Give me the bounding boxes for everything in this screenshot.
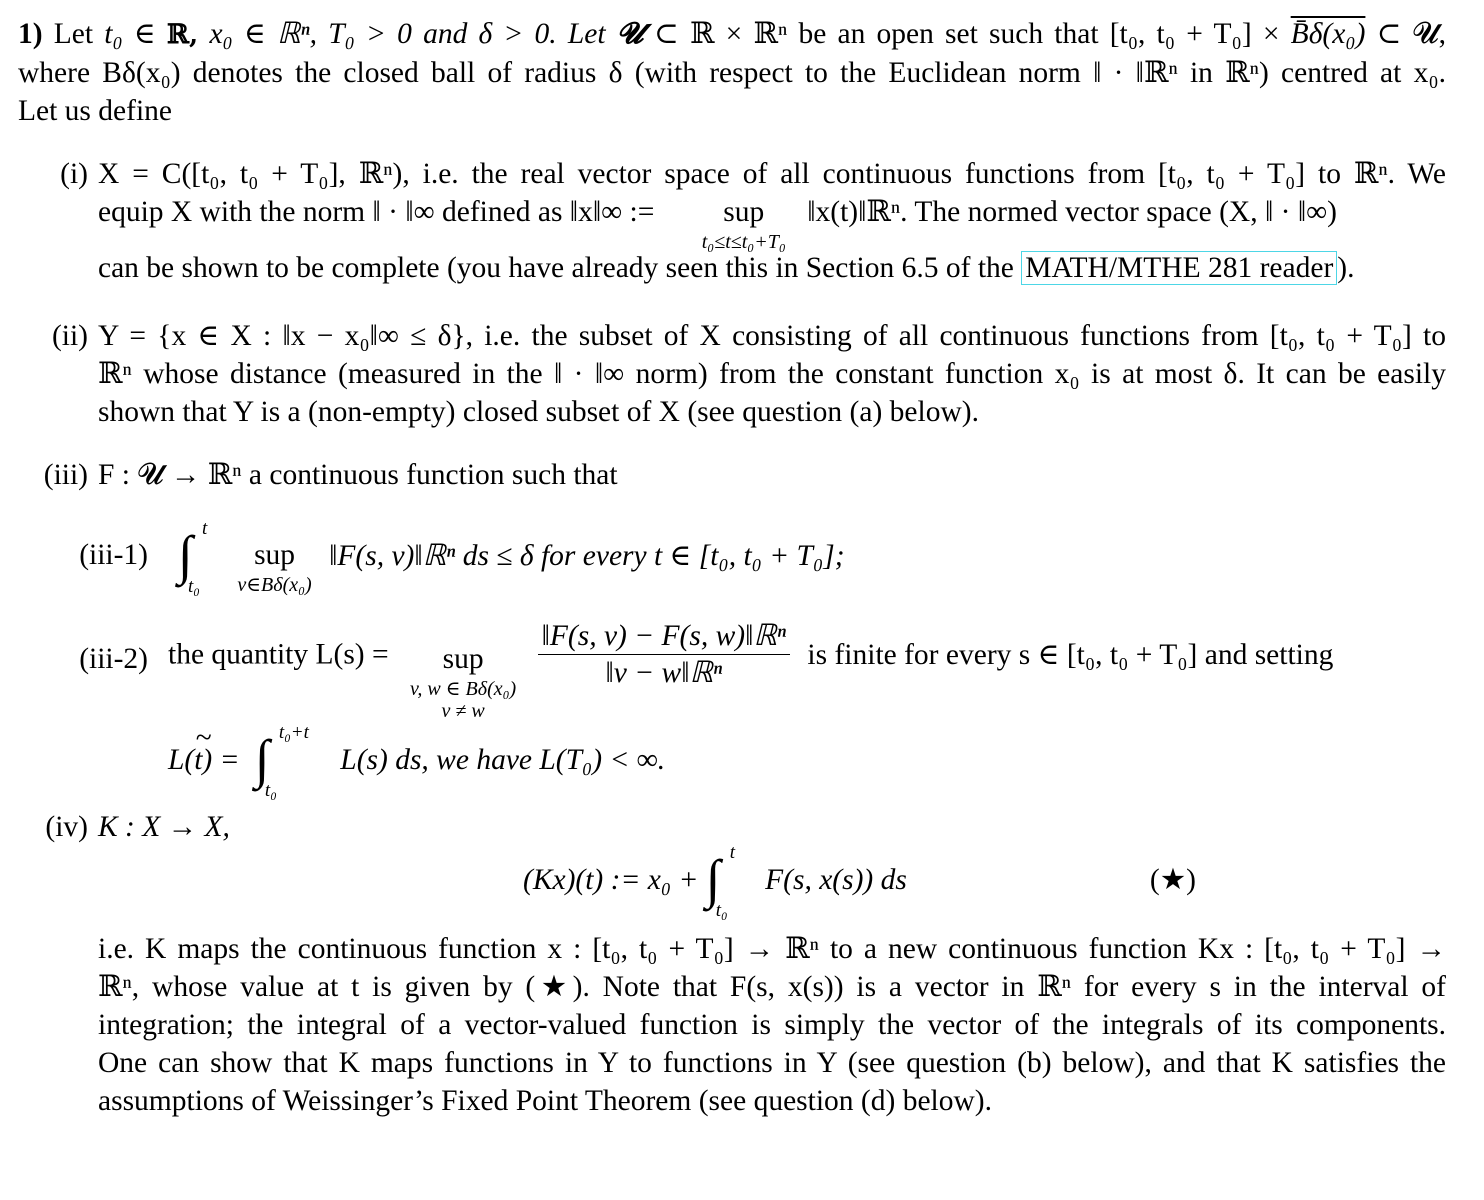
integral-upper: t₀+t <box>278 722 309 743</box>
intro-math: 𝓤 <box>616 15 643 50</box>
operator-equation <box>98 842 1446 930</box>
item-iv-para-4: One can show that K maps functions in Y to functions in Y (see question (b) below), and that K satisfies the <box>98 1047 1446 1079</box>
item-i <box>18 155 1446 287</box>
sup-label: sup <box>723 196 765 228</box>
item-iv-para-3: integration; the integral of a vector-valued function is simply the vector of the integrals of its components. <box>98 1009 1446 1041</box>
item-ii-line-2: ℝⁿ whose distance (measured in the ‖ · ‖∞ norm) from the constant function x₀ is at most δ. It can be easily <box>98 358 1446 390</box>
closed-ball: B̄δ(x₀) <box>1290 18 1366 50</box>
intro-math: ⊂ ℝ × ℝⁿ be an open set such that [t₀, t₀ + T₀] × <box>654 18 1280 50</box>
equation-rhs: F(s, x(s)) ds <box>765 864 907 896</box>
item-iv-line-1: K : X → X, <box>98 811 230 843</box>
quantity-definition: the quantity L(s) = <box>168 638 389 671</box>
condition-body: ‖F(s, v)‖ℝⁿ ds ≤ δ for every t ∈ [t₀, t₀ + T₀]; <box>329 540 845 572</box>
sup-subscript: t₀≤t≤t₀+T₀ <box>701 231 786 253</box>
intro-math: ℝ, <box>166 19 199 50</box>
sup-label: sup <box>442 643 484 675</box>
item-label: (iv) <box>45 811 88 843</box>
item-iii-1-formula <box>178 518 1446 597</box>
integral-lower: t₀ <box>264 780 277 801</box>
item-iii-1 <box>18 518 1446 597</box>
item-ii-line-1: Y = {x ∈ X : ‖x − x₀‖∞ ≤ δ}, i.e. the subset of X consisting of all continuous functions from [t₀, t₀ + T₀] to <box>98 320 1446 352</box>
quantity-condition: is finite for every s ∈ [t₀, t₀ + T₀] and setting <box>807 638 1334 671</box>
sup-operator <box>702 193 786 253</box>
item-label: (iii) <box>43 459 88 491</box>
item-ii-line-3: shown that Y is a (non-empty) closed subset of X (see question (a) below). <box>98 396 979 428</box>
item-label: (i) <box>60 158 88 190</box>
sup-label: sup <box>254 539 296 571</box>
equation-lhs: (Kx)(t) := x₀ + <box>523 864 699 896</box>
integral-upper: t <box>202 518 208 539</box>
item-iii-line-1: F : 𝓤 → ℝⁿ a continuous function such that <box>98 459 618 491</box>
fraction-numerator: ‖F(s, v) − F(s, w)‖ℝⁿ <box>538 618 790 655</box>
item-i-line-2 <box>98 193 1446 253</box>
norm-definition: equip X with the norm ‖ · ‖∞ defined as ‖x‖∞ := <box>98 196 655 228</box>
sup-operator <box>410 640 516 722</box>
l-tilde-lhs: ~ L(t) = <box>168 741 240 779</box>
integral-upper: t <box>729 842 736 863</box>
intro-math: t₀ ∈ <box>104 18 156 50</box>
lipschitz-fraction <box>538 618 790 691</box>
l-tilde-line <box>18 722 1446 810</box>
integral-sign: ∫ t t₀ <box>178 536 210 574</box>
equation-tag: (★) <box>1149 864 1196 896</box>
problem-number: 1) <box>18 18 43 50</box>
sup-subscript: v ≠ w <box>441 700 485 722</box>
integral-sign: ∫ t₀+t t₀ <box>255 740 287 778</box>
item-label: (iii-1) <box>79 539 148 571</box>
fraction-denominator: ‖v − w‖ℝⁿ <box>605 657 723 689</box>
intro-math: x₀ ∈ ℝⁿ, T₀ > 0 and δ > 0. Let <box>209 18 606 50</box>
intro-line-2: where Bδ(x₀) denotes the closed ball of radius δ (with respect to the Euclidean norm ‖ · ‖ℝⁿ in ℝⁿ) centred at x₀. <box>18 57 1446 89</box>
intro-line-1 <box>18 14 1446 54</box>
item-iii-2-formula <box>168 618 1446 722</box>
item-label: (ii) <box>51 320 88 352</box>
intro-text: Let <box>53 18 94 50</box>
item-iv-para-1: i.e. K maps the continuous function x : [t₀, t₀ + T₀] → ℝⁿ to a new continuous function Kx : [t₀, t₀ + T₀] → <box>98 933 1446 965</box>
item-iii <box>18 456 1446 494</box>
item-i-line-1: X = C([t₀, t₀ + T₀], ℝⁿ), i.e. the real vector space of all continuous functions from [t₀, t₀ + T₀] to ℝⁿ. We <box>98 158 1446 190</box>
item-iii-2 <box>18 618 1446 722</box>
intro-line-3: Let us define <box>18 95 172 127</box>
sup-operator <box>237 536 311 596</box>
sup-subscript: v∈Bδ(x₀) <box>237 574 312 596</box>
item-i-text-end: ). <box>1337 252 1355 284</box>
item-label: (iii-2) <box>79 643 148 675</box>
item-i-line-3 <box>98 249 1446 287</box>
item-iv-para-2: ℝⁿ, whose value at t is given by (★). Note that F(s, x(s)) is a vector in ℝⁿ for every s in the interval of <box>98 971 1446 1003</box>
item-iv <box>18 808 1446 1120</box>
integral-sign: ∫ t t₀ <box>706 860 738 898</box>
integral-lower: t₀ <box>188 576 200 597</box>
l-tilde-rhs: L(s) ds, we have L(T₀) < ∞. <box>340 744 666 776</box>
norm-definition-rest: ‖x(t)‖ℝⁿ. The normed vector space (X, ‖ · ‖∞) <box>807 196 1337 228</box>
item-iv-para-5: assumptions of Weissinger’s Fixed Point Theorem (see question (d) below). <box>98 1085 992 1117</box>
integral-lower: t₀ <box>715 900 728 921</box>
sup-subscript: v, w ∈ Bδ(x₀) <box>410 678 517 700</box>
intro-math: ⊂ 𝓤, <box>1376 18 1447 50</box>
item-i-text: can be shown to be complete (you have already seen this in Section 6.5 of the <box>98 252 1014 284</box>
item-ii <box>18 317 1446 431</box>
reader-link[interactable]: MATH/MTHE 281 reader <box>1021 251 1337 285</box>
